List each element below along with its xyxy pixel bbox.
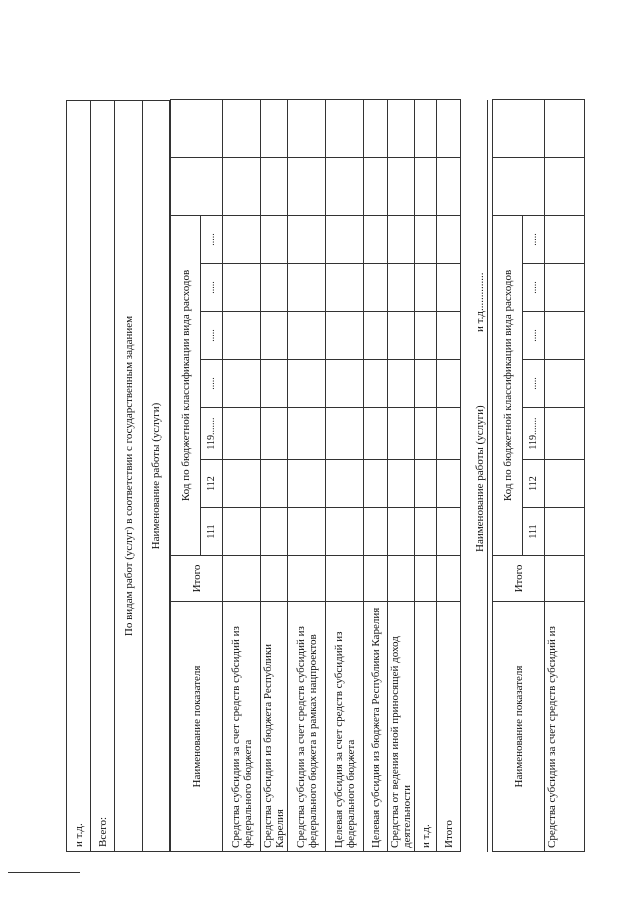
table1-row [388, 99, 415, 851]
table1-row [288, 99, 326, 851]
table1-row [261, 99, 288, 851]
table1-row-label: Средства субсидии из бюджета Республики Карелия [261, 602, 288, 852]
table1-code: ..... [201, 312, 223, 360]
table2-blank-header [493, 157, 545, 215]
table1-row [415, 99, 437, 851]
table1-code: ..... [201, 215, 223, 263]
by-type-label: По видам работ (услуг) в соответствии с государственным заданием [122, 315, 135, 637]
row-etc-top-label: и т.д. [72, 823, 85, 847]
table2-code-header: Код по бюджетной классификации вида расходов [493, 215, 523, 555]
table1-code: 111 [201, 508, 223, 556]
table1-indicator-header: Наименование показателя [171, 602, 223, 852]
row-etc-top [66, 100, 90, 852]
table1-row [364, 99, 388, 851]
row-total-top [90, 100, 114, 852]
table1-code: ..... [201, 264, 223, 312]
table2-header-row-1 [493, 99, 523, 851]
table2-code: 111 [523, 508, 545, 556]
table2-row-label: Средства субсидии за счет средств субсидий из [545, 602, 585, 852]
table1-row-label: Средства от ведения иной приносящей доход деятельности [388, 602, 415, 852]
table1-code-header: Код по бюджетной классификации вида расходов [171, 215, 201, 555]
table1-row [437, 99, 461, 851]
expense-table-2 [492, 99, 585, 852]
row-by-type [114, 100, 142, 852]
table1-row-label: и т.д. [415, 602, 437, 852]
footnote-separator-line [8, 872, 80, 873]
table1-code: 112 [201, 460, 223, 508]
table2-blank-header [493, 99, 545, 157]
table1-blank-header [171, 157, 223, 215]
table1-blank-header [171, 99, 223, 157]
table1-row-label: Средства субсидии за счет средств субсидий из федерального бюджета [223, 602, 261, 852]
table2-total-header: Итого [493, 556, 545, 602]
table2-code: ..... [523, 360, 545, 408]
table2-indicator-header: Наименование показателя [493, 602, 545, 852]
table1-row [223, 99, 261, 851]
table1-row-label: Целевая субсидия за счет средств субсидий из федерального бюджета [326, 602, 364, 852]
rotated-page [66, 100, 612, 852]
table2-row [545, 99, 585, 851]
work-name-label: Наименование работы (услуги) [150, 402, 162, 550]
table1-code: ..... [201, 360, 223, 408]
table1-total-header: Итого [171, 556, 223, 602]
table1-code: 119....... [201, 408, 223, 460]
table1-row-label: Итого [437, 602, 461, 852]
table1-header-row-1 [171, 99, 201, 851]
section2-work-name: Наименование работы (услуги) [474, 405, 486, 552]
row-work-name [142, 100, 170, 852]
table2-code: ..... [523, 215, 545, 263]
table1-row-label: Целевая субсидия из бюджета Республики Карелия [364, 602, 388, 852]
table1-row [326, 99, 364, 851]
section2-etc: и т.д.............. [474, 272, 486, 332]
row-total-top-label: Всего: [96, 816, 109, 847]
table2-code: ..... [523, 264, 545, 312]
table2-code: 112 [523, 460, 545, 508]
table2-code: ..... [523, 312, 545, 360]
expense-table-1 [170, 99, 461, 852]
table2-code: 119....... [523, 408, 545, 460]
section2-title-row [458, 100, 488, 852]
section2-underline [487, 100, 488, 852]
table1-row-label: Средства субсидии за счет средств субсидий из федерального бюджета в рамках нацпроектов [288, 602, 326, 852]
